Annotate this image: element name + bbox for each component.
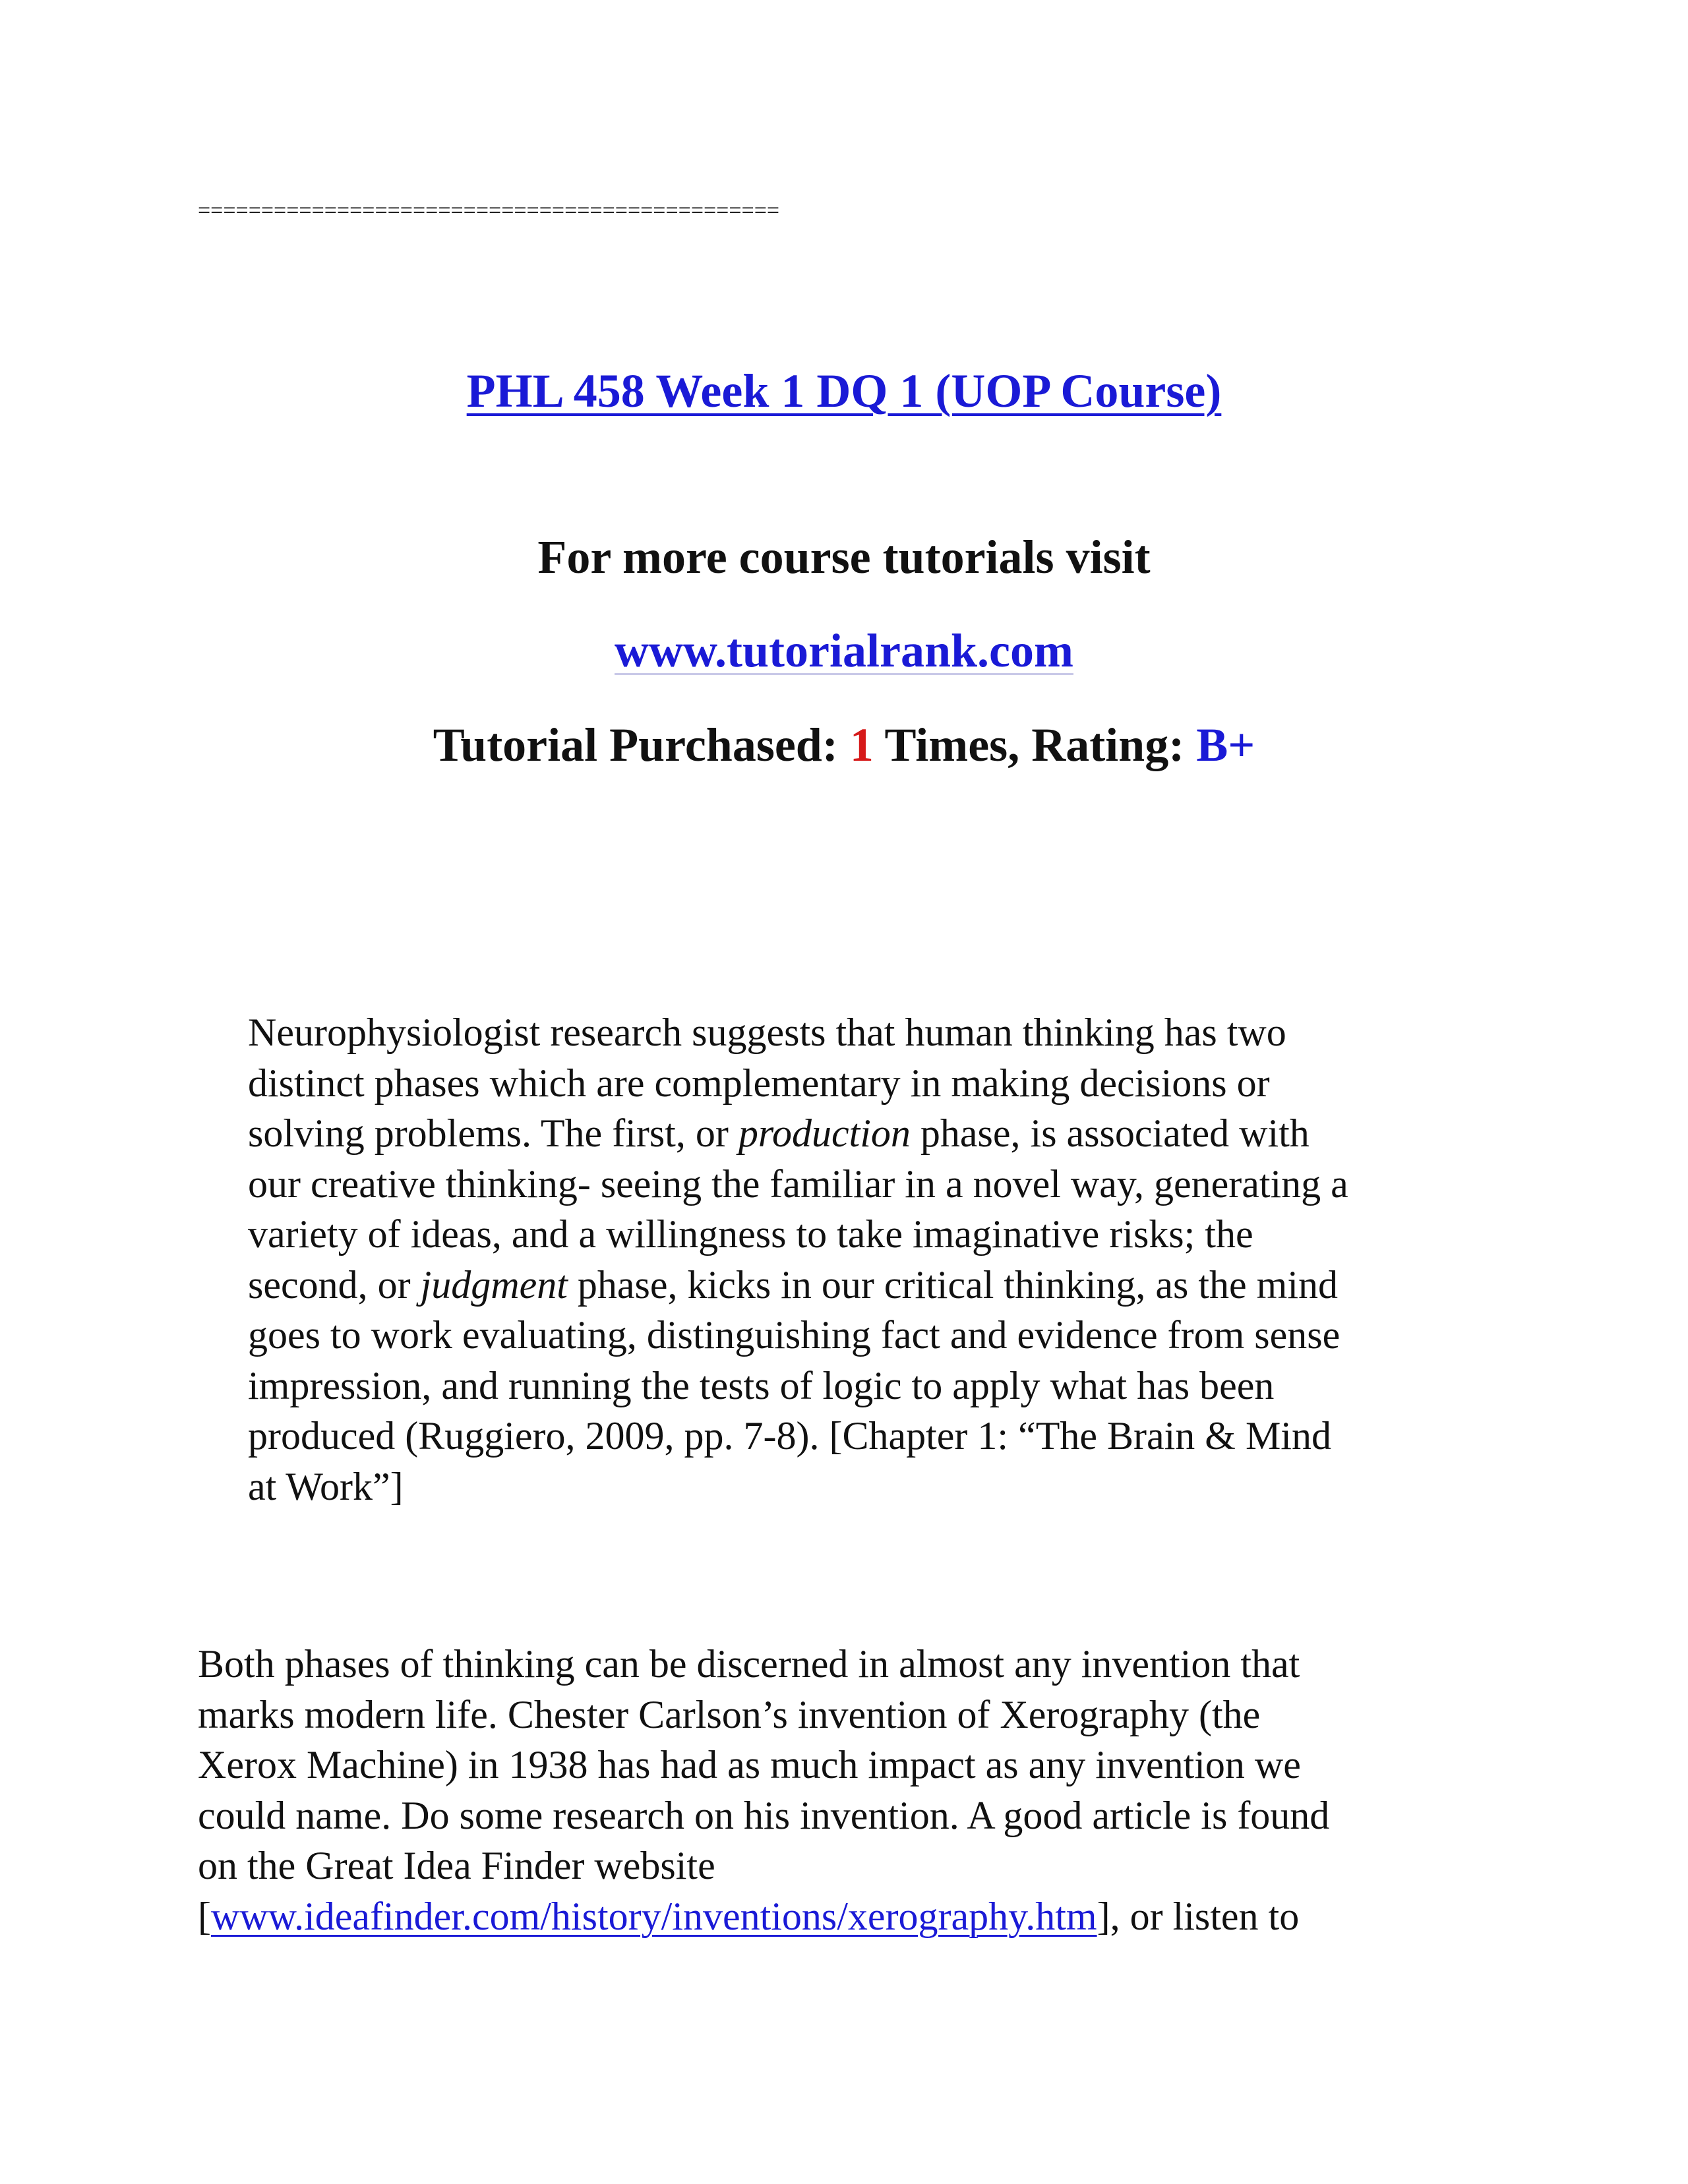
text-line: at Work”] bbox=[248, 1464, 404, 1508]
text-line: marks modern life. Chester Carlson’s invention of Xerography (the bbox=[198, 1692, 1261, 1736]
text-segment: phase, is associated with bbox=[910, 1111, 1310, 1155]
text-line: impression, and running the tests of logic to apply what has been bbox=[248, 1363, 1275, 1407]
bracket-open: [ bbox=[198, 1894, 211, 1938]
purchase-info bbox=[0, 715, 1688, 775]
visit-heading: For more course tutorials visit bbox=[537, 531, 1151, 583]
text-line bbox=[248, 1108, 1514, 1159]
emphasis-production: production bbox=[738, 1111, 911, 1155]
text-line: produced (Ruggiero, 2009, pp. 7-8). [Chapter 1: “The Brain & Mind bbox=[248, 1414, 1331, 1458]
ideafinder-link[interactable]: www.ideafinder.com/history/inventions/xerography.htm bbox=[210, 1894, 1097, 1938]
text-line: goes to work evaluating, distinguishing fact and evidence from sense bbox=[248, 1313, 1341, 1357]
site-link[interactable]: www.tutorialrank.com bbox=[615, 624, 1073, 677]
text-line: Both phases of thinking can be discerned in almost any invention that bbox=[198, 1642, 1300, 1686]
text-segment: ], or listen to bbox=[1097, 1894, 1300, 1938]
purchased-middle: Times, Rating: bbox=[873, 719, 1197, 771]
emphasis-judgment: judgment bbox=[420, 1262, 568, 1307]
text-segment: second, or bbox=[248, 1262, 421, 1307]
rating-value: B+ bbox=[1196, 719, 1255, 771]
purchased-prefix: Tutorial Purchased: bbox=[433, 719, 850, 771]
site-line bbox=[0, 621, 1688, 680]
paragraph-neurophysiology bbox=[248, 1007, 1514, 1512]
text-line: on the Great Idea Finder website bbox=[198, 1844, 715, 1887]
page-title bbox=[0, 361, 1688, 421]
text-line: distinct phases which are complementary in making decisions or bbox=[248, 1061, 1270, 1105]
text-line: our creative thinking- seeing the familiar in a novel way, generating a bbox=[248, 1162, 1348, 1206]
separator-rule: ============================================== bbox=[198, 198, 780, 223]
text-line bbox=[198, 1891, 1517, 1942]
paragraph-xerography bbox=[198, 1639, 1517, 1941]
text-segment: phase, kicks in our critical thinking, as the mind bbox=[567, 1262, 1339, 1307]
text-line: variety of ideas, and a willingness to take imaginative risks; the bbox=[248, 1212, 1253, 1256]
text-segment: solving problems. The first, or bbox=[248, 1111, 738, 1155]
text-line: Xerox Machine) in 1938 has had as much impact as any invention we bbox=[198, 1743, 1301, 1786]
title-link[interactable]: PHL 458 Week 1 DQ 1 (UOP Course) bbox=[466, 365, 1222, 417]
text-line bbox=[248, 1260, 1514, 1311]
purchase-count: 1 bbox=[849, 719, 874, 771]
text-line: Neurophysiologist research suggests that human thinking has two bbox=[248, 1011, 1286, 1054]
text-line: could name. Do some research on his invention. A good article is found bbox=[198, 1793, 1330, 1837]
